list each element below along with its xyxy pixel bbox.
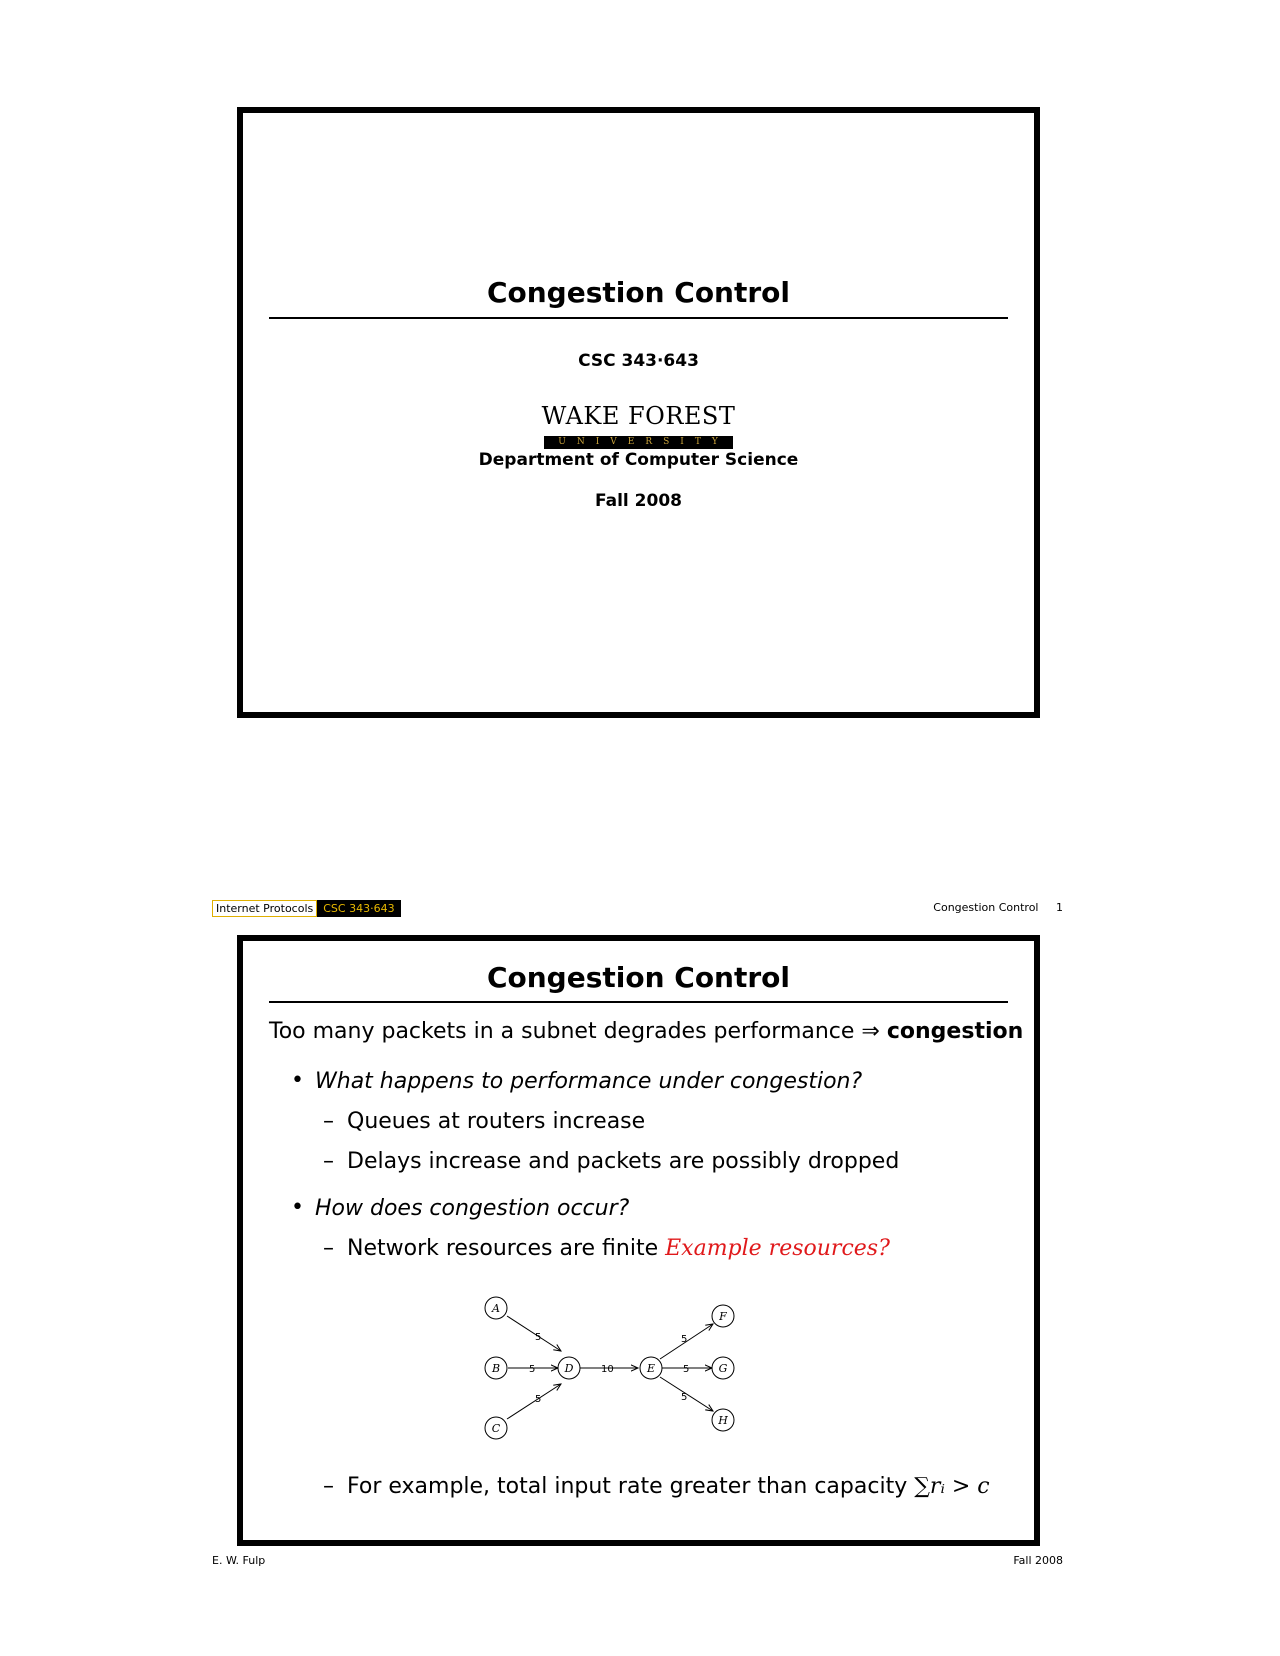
course-name-label: Internet Protocols [212, 900, 317, 917]
node-c [485, 1417, 507, 1439]
dash-marker: – [323, 1149, 334, 1174]
edge-label: 5 [535, 1332, 542, 1343]
node-label: B [491, 1362, 501, 1375]
edge-label: 5 [681, 1334, 688, 1345]
header-title: Congestion Control [933, 901, 1039, 914]
slide-title: Congestion Control [486, 961, 791, 994]
node-label: G [718, 1362, 728, 1375]
node-d [558, 1357, 580, 1379]
edge-label: 5 [681, 1392, 688, 1403]
bullet-marker: • [291, 1195, 304, 1220]
edge-d-e [580, 1364, 638, 1375]
node-b [485, 1357, 507, 1379]
math-expression: ∑rᵢ > c [914, 1474, 990, 1499]
course-code: CSC 343·643 [578, 351, 699, 371]
node-f [712, 1305, 734, 1327]
edge-a-d [507, 1316, 561, 1351]
course-badge: CSC 343·643 [317, 900, 400, 917]
node-label: C [491, 1422, 501, 1435]
edge-label: 5 [529, 1364, 536, 1375]
edge-c-d [507, 1384, 561, 1419]
node-e [640, 1357, 662, 1379]
title-slide [237, 107, 1040, 718]
sub-item: Queues at routers increase [347, 1109, 646, 1134]
page-number: 1 [1056, 901, 1063, 914]
university-logo [243, 403, 1034, 449]
footer-author: E. W. Fulp [212, 1554, 266, 1567]
bullet-question-1: What happens to performance under congestion? [315, 1069, 863, 1094]
node-label: D [564, 1362, 574, 1375]
node-label: E [646, 1362, 656, 1375]
footer-term: Fall 2008 [1013, 1554, 1063, 1567]
running-header-right [933, 901, 1063, 914]
edge-e-f [660, 1324, 713, 1359]
sub-item [347, 1474, 990, 1500]
dash-marker: – [323, 1236, 334, 1261]
term: Fall 2008 [595, 491, 682, 511]
node-h [712, 1409, 734, 1431]
dash-marker: – [323, 1109, 334, 1134]
node-g [712, 1357, 734, 1379]
node-label: A [492, 1302, 500, 1315]
logo-wordmark: WAKE FOREST [541, 402, 736, 430]
edge-e-h [660, 1377, 713, 1411]
sub-item [347, 1236, 890, 1262]
sub-item-text: Network resources are finite [347, 1236, 659, 1261]
dash-marker: – [323, 1474, 334, 1499]
bullet-question-2: How does congestion occur? [315, 1196, 630, 1221]
slide-title: Congestion Control [486, 276, 791, 309]
highlight-question: Example resources? [665, 1236, 890, 1261]
edge-label: 10 [601, 1364, 614, 1375]
title-rule [269, 317, 1008, 319]
edge-label: 5 [683, 1364, 690, 1375]
title-rule [269, 1001, 1008, 1003]
intro-line [269, 1019, 1023, 1045]
edge-label: 5 [535, 1394, 542, 1405]
node-label: H [718, 1414, 728, 1427]
edge-b-d [508, 1364, 558, 1375]
bullet-marker: • [291, 1068, 304, 1093]
intro-text: Too many packets in a subnet degrades performance ⇒ [269, 1019, 880, 1044]
intro-keyword: congestion [886, 1019, 1024, 1044]
running-header-left [212, 900, 401, 917]
department: Department of Computer Science [478, 450, 799, 470]
sub-item: Delays increase and packets are possibly dropped [347, 1149, 900, 1174]
network-diagram [483, 1296, 773, 1456]
content-slide [237, 935, 1040, 1546]
node-label: F [719, 1310, 727, 1323]
edge-e-g [662, 1364, 712, 1375]
sub-item-text: For example, total input rate greater than capacity [347, 1474, 908, 1499]
logo-subtitle: UNIVERSITY [544, 436, 733, 449]
node-a [485, 1297, 507, 1319]
